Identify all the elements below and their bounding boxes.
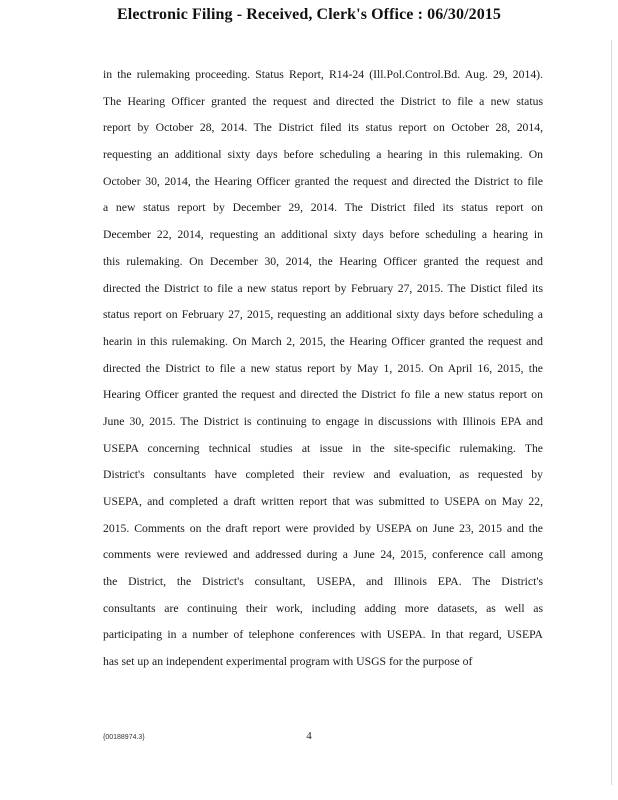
text-line: this rulemaking. On December 30, 2014, the Hearing Officer granted the request and (103, 254, 543, 268)
text-line: The Hearing Officer granted the request and directed the District to file a new status (103, 94, 543, 108)
text-line: consultants are continuing their work, including adding more datasets, as well as (103, 601, 543, 615)
text-line: comments were reviewed and addressed during a June 24, 2015, conference call among (103, 548, 543, 562)
text-line: participating in a number of telephone conferences with USEPA. In that regard, USEPA (103, 628, 543, 642)
text-line: October 30, 2014, the Hearing Officer granted the request and directed the District to file (103, 174, 543, 188)
text-line: 2015. Comments on the draft report were provided by USEPA on June 23, 2015 and the (103, 521, 543, 535)
text-line: the District, the District's consultant, USEPA, and Illinois EPA. The District's (103, 575, 543, 589)
text-line: has set up an independent experimental program with USGS for the purpose of (103, 655, 473, 669)
body-paragraph (103, 66, 543, 680)
text-line: in the rulemaking proceeding. Status Report, R14-24 (Ill.Pol.Control.Bd. Aug. 29, 2014). (103, 68, 543, 81)
text-line: USEPA concerning technical studies at issue in the site-specific rulemaking. The (103, 441, 543, 455)
text-line: USEPA, and completed a draft written report that was submitted to USEPA on May 22, (103, 495, 543, 508)
scan-edge-divider (611, 40, 612, 785)
text-line: a new status report by December 29, 2014. The District filed its status report on (103, 201, 543, 215)
text-line: District's consultants have completed their review and evaluation, as requested by (103, 468, 543, 482)
filing-stamp-header: Electronic Filing - Received, Clerk's Office : 06/30/2015 (117, 6, 501, 23)
page-number: 4 (306, 730, 312, 742)
text-line: Hearing Officer granted the request and directed the District fo file a new status report on (103, 388, 543, 402)
text-line: requesting an additional sixty days before scheduling a hearing in this rulemaking. On (103, 148, 543, 162)
text-line: directed the District to file a new status report by February 27, 2015. The Distict filed its (103, 281, 543, 295)
text-line: status report on February 27, 2015, requesting an additional sixty days before scheduling a (103, 308, 543, 322)
document-id: {00188974.3} (103, 734, 145, 741)
text-line: December 22, 2014, requesting an additional sixty days before scheduling a hearing in (103, 228, 543, 242)
text-line: hearin in this rulemaking. On March 2, 2015, the Hearing Officer granted the request and (103, 334, 543, 348)
text-line: June 30, 2015. The District is continuing to engage in discussions with Illinois EPA and (103, 414, 543, 428)
text-line: directed the District to file a new status report by May 1, 2015. On April 16, 2015, the (103, 361, 543, 375)
text-line: report by October 28, 2014. The District filed its status report on October 28, 2014, (103, 121, 543, 135)
